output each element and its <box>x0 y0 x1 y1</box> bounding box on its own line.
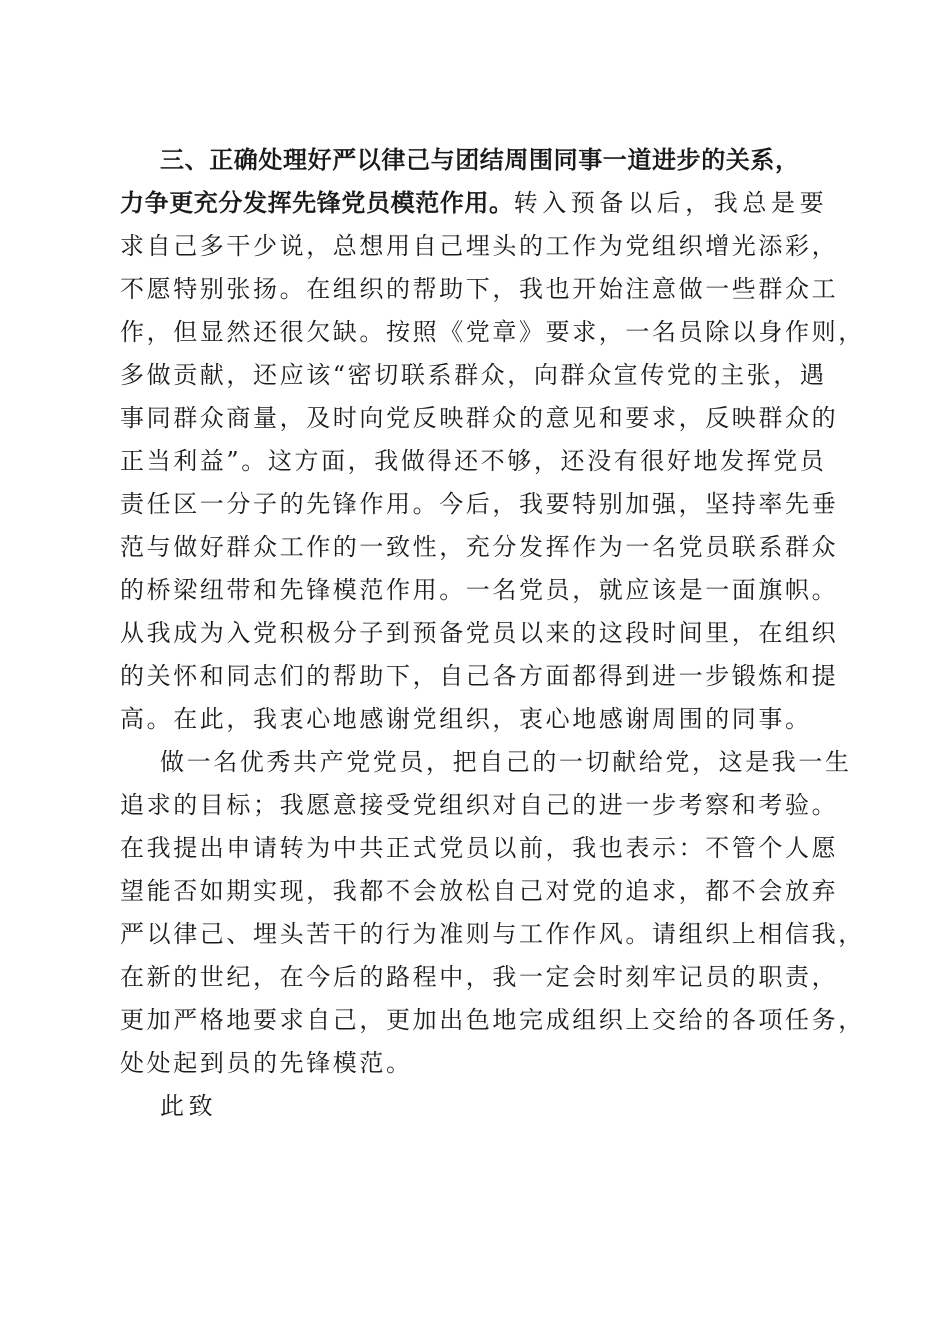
section-heading-line-2 <box>120 182 840 225</box>
section-heading-bold: 力争更充分发挥先锋党员模范作用。 <box>120 189 514 217</box>
paragraph-line: 事同群众商量，及时向党反映群众的意见和要求，反映群众的 <box>120 404 839 432</box>
closing-paragraph-line: 严以律己、埋头苦干的行为准则与工作作风。请组织上相信我， <box>120 920 865 948</box>
paragraph-line: 高。在此，我衷心地感谢党组织，衷心地感谢周围的同事。 <box>120 705 812 733</box>
paragraph-line: 范与做好群众工作的一致性，充分发挥作为一名党员联系群众 <box>120 533 839 561</box>
salutation: 此致 <box>160 1092 218 1120</box>
section-heading-line-1: 三、正确处理好严以律己与团结周围同事一道进步的关系， <box>160 146 800 174</box>
closing-paragraph-line: 处处起到员的先锋模范。 <box>120 1049 413 1077</box>
paragraph-line: 作，但显然还很欠缺。按照《党章》要求，一名员除以身作则， <box>120 318 865 346</box>
closing-paragraph-line: 追求的目标；我愿意接受党组织对自己的进一步考察和考验。 <box>120 791 839 819</box>
paragraph-line: 多做贡献，还应该“密切联系群众，向群众宣传党的主张，遇 <box>120 361 827 389</box>
closing-paragraph-first-line: 做一名优秀共产党党员，把自己的一切献给党，这是我一生 <box>160 748 852 776</box>
closing-paragraph-line: 在新的世纪，在今后的路程中，我一定会时刻牢记员的职责， <box>120 963 839 991</box>
paragraph-line: 求自己多干少说，总想用自己埋头的工作为党组织增光添彩， <box>120 232 839 260</box>
paragraph-line: 责任区一分子的先锋作用。今后，我要特别加强，坚持率先垂 <box>120 490 839 518</box>
paragraph-line: 正当利益”。这方面，我做得还不够，还没有很好地发挥党员 <box>120 447 827 475</box>
closing-paragraph-line: 望能否如期实现，我都不会放松自己对党的追求，都不会放弃 <box>120 877 839 905</box>
paragraph-line: 的桥梁纽带和先锋模范作用。一名党员，就应该是一面旗帜。 <box>120 576 839 604</box>
closing-paragraph-line: 更加严格地要求自己，更加出色地完成组织上交给的各项任务， <box>120 1006 865 1034</box>
paragraph-line: 的关怀和同志们的帮助下，自己各方面都得到进一步锻炼和提 <box>120 662 839 690</box>
document-body <box>120 139 865 1128</box>
paragraph-line: 从我成为入党积极分子到预备党员以来的这段时间里，在组织 <box>120 619 839 647</box>
paragraph-text: 转入预备以后，我总是要 <box>513 189 829 217</box>
closing-paragraph-line: 在我提出申请转为中共正式党员以前，我也表示：不管个人愿 <box>120 834 839 862</box>
paragraph-line: 不愿特别张扬。在组织的帮助下，我也开始注意做一些群众工 <box>120 275 839 303</box>
